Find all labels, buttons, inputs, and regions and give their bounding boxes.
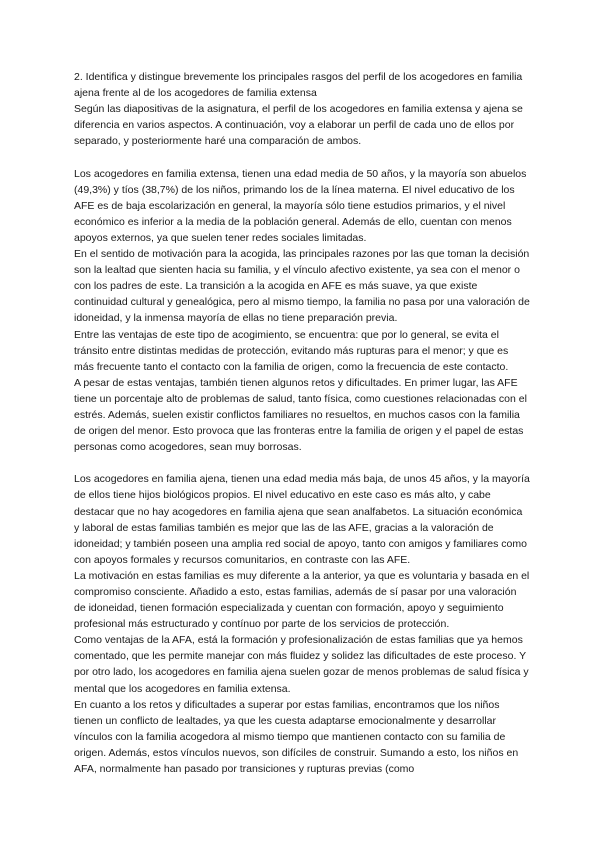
paragraph: A pesar de estas ventajas, también tienen algunos retos y dificultades. En primer lugar, las AFE tiene un porcentaje alto de problemas de salud, tanto física, como cuestiones relacionadas con el estrés. Además, suelen existir conflictos familiares no resueltos, en muchos casos con la familia de origen del menor. Esto provoca que las fronteras entre la familia de origen y el papel de estas personas como acogedores, sean muy borrosas. <box>74 376 527 454</box>
paragraph: En el sentido de motivación para la acogida, las principales razones por las que toman la decisión son la lealtad que sienten hacia su familia, y el vínculo afectivo existente, ya sea con el menor o con los padres de este. La transición a la acogida en AFE es más suave, ya que existe continuidad cultural y genealógica, pero al mismo tiempo, la familia no pasa por una valoración de idoneidad, y la inmensa mayoría de ellas no tiene preparación previa. <box>74 248 530 325</box>
paragraph: Los acogedores en familia ajena, tienen una edad media más baja, de unos 45 años, y la mayoría de ellos tiene hijos biológicos propios. El nivel educativo en este caso es más alto, y cabe destacar que no hay acogedores en familia ajena que sean analfabetos. La situación económica y laboral de estas familias también es mejor que las de las AFE, gracias a la valoración de idoneidad; y también poseen una amplia red social de apoyo, tanto con amigos y familiares como con apoyos formales y recursos comunitarios, en contraste con las AFE. <box>74 473 530 566</box>
paragraph: La motivación en estas familias es muy diferente a la anterior, ya que es voluntaria y basada en el compromiso consciente. Añadido a esto, estas familias, además de sí pasar por una valoración de idoneidad, tienen formación especializada y cuentan con formación, apoyo y seguimiento profesional más estructurado y contínuo por parte de los servicios de protección. <box>74 569 530 631</box>
paragraph: Entre las ventajas de este tipo de acogimiento, se encuentra: que por lo general, se evita el tránsito entre distintas medidas de protección, evitando más rupturas para el menor; y que es más frecuente tanto el contacto con la familia de origen, como la frecuencia de este contacto. <box>74 328 509 373</box>
familia-extensa-section <box>74 166 530 456</box>
paragraph: En cuanto a los retos y dificultades a superar por estas familias, encontramos que los niños tienen un conflicto de lealtades, ya que les cuesta adaptarse emocionalmente y desarrollar vínculos con la familia acogedora al mismo tiempo que mantienen contacto con su familia de origen. Además, estos vínculos nuevos, son difíciles de construir. Sumando a esto, los niños en AFA, normalmente han pasado por transiciones y rupturas previas (como <box>74 698 519 776</box>
question-heading: 2. Identifica y distingue brevemente los principales rasgos del perfil de los acogedores en familia ajena frente al de los acogedores de familia extensa <box>74 71 523 100</box>
familia-ajena-section <box>74 471 530 777</box>
paragraph: Como ventajas de la AFA, está la formación y profesionalización de estas familias que ya hemos comentado, que les permite manejar con más fluidez y solidez las dificultades de este proceso. Y por otro lado, los acogedores en familia ajena suelen gozar de menos problemas de salud física y mental que los acogedores en familia extensa. <box>74 634 529 695</box>
paragraph: Los acogedores en familia extensa, tienen una edad media de 50 años, y la mayoría son abuelos (49,3%) y tíos (38,7%) de los niños, primando los de la línea materna. El nivel educativo de los AFE es de baja escolarización en general, la mayoría sólo tiene estudios primarios, y el nivel económico es inferior a la media de la población general. Además de ello, cuentan con menos apoyos externos, ya que suelen tener redes sociales limitadas. <box>74 167 527 244</box>
intro-paragraph: Según las diapositivas de la asignatura, el perfil de los acogedores en familia extensa y ajena se diferencia en varios aspectos. A continuación, voy a elaborar un perfil de cada uno de ellos por separado, y posteriormente haré una comparación de ambos. <box>74 103 523 148</box>
